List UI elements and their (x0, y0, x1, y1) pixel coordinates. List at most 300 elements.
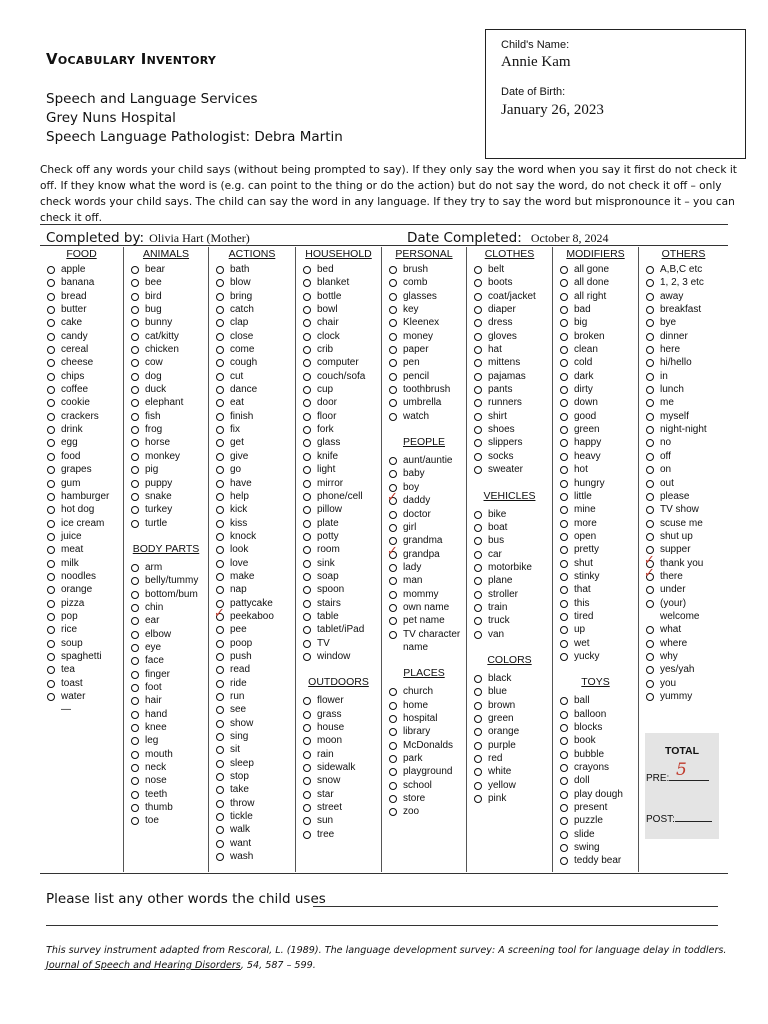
circle-checkbox-icon[interactable] (474, 551, 482, 559)
word-checkbox-item[interactable] (467, 574, 552, 587)
word-checkbox-item[interactable] (467, 423, 552, 436)
word-checkbox-item[interactable] (296, 570, 381, 583)
circle-checkbox-icon[interactable] (560, 697, 568, 705)
circle-checkbox-icon[interactable] (474, 604, 482, 612)
word-checkbox-item[interactable] (209, 543, 295, 556)
word-checkbox-item[interactable] (296, 721, 381, 734)
circle-checkbox-icon[interactable] (131, 751, 139, 759)
circle-checkbox-icon[interactable] (646, 293, 654, 301)
circle-checkbox-icon[interactable] (303, 293, 311, 301)
other-words-line-2[interactable] (46, 925, 718, 926)
circle-checkbox-icon[interactable] (474, 675, 482, 683)
circle-checkbox-icon[interactable] (47, 386, 55, 394)
word-checkbox-item[interactable] (40, 396, 123, 409)
circle-checkbox-icon[interactable] (216, 426, 224, 434)
word-checkbox-item[interactable] (40, 703, 123, 716)
circle-checkbox-icon[interactable] (303, 697, 311, 705)
word-checkbox-item[interactable] (40, 503, 123, 516)
word-checkbox-item[interactable] (296, 450, 381, 463)
circle-checkbox-icon[interactable] (474, 466, 482, 474)
circle-checkbox-icon[interactable] (560, 453, 568, 461)
word-checkbox-item[interactable] (467, 601, 552, 614)
circle-checkbox-icon[interactable] (474, 333, 482, 341)
circle-checkbox-icon[interactable] (646, 359, 654, 367)
circle-checkbox-icon[interactable] (560, 640, 568, 648)
circle-checkbox-icon[interactable] (560, 573, 568, 581)
word-checkbox-item[interactable] (124, 450, 208, 463)
word-checkbox-item[interactable] (382, 508, 466, 521)
word-checkbox-item[interactable] (209, 423, 295, 436)
word-checkbox-item[interactable] (639, 276, 728, 289)
word-checkbox-item[interactable] (639, 303, 728, 316)
word-checkbox-item[interactable] (124, 303, 208, 316)
word-checkbox-item[interactable] (382, 410, 466, 423)
word-checkbox-item[interactable] (40, 650, 123, 663)
word-checkbox-item[interactable] (639, 436, 728, 449)
word-checkbox-item[interactable] (467, 316, 552, 329)
circle-checkbox-icon[interactable] (560, 626, 568, 634)
word-checkbox-item[interactable] (553, 841, 638, 854)
word-checkbox-item[interactable] (382, 454, 466, 467)
word-checkbox-item[interactable] (40, 623, 123, 636)
circle-checkbox-icon[interactable] (216, 359, 224, 367)
word-checkbox-item[interactable] (553, 543, 638, 556)
circle-checkbox-icon[interactable] (646, 680, 654, 688)
word-checkbox-item[interactable] (40, 597, 123, 610)
word-checkbox-item[interactable] (639, 330, 728, 343)
circle-checkbox-icon[interactable] (560, 480, 568, 488)
word-checkbox-item[interactable] (209, 530, 295, 543)
circle-checkbox-icon[interactable] (131, 591, 139, 599)
circle-checkbox-icon[interactable] (560, 493, 568, 501)
word-checkbox-item[interactable] (639, 623, 728, 636)
circle-checkbox-icon[interactable] (474, 359, 482, 367)
circle-checkbox-icon[interactable] (216, 693, 224, 701)
word-checkbox-item[interactable] (296, 316, 381, 329)
word-checkbox-item[interactable] (209, 290, 295, 303)
word-checkbox-item[interactable] (639, 690, 728, 703)
word-checkbox-item[interactable] (296, 748, 381, 761)
circle-checkbox-icon[interactable] (560, 777, 568, 785)
circle-checkbox-icon[interactable] (560, 817, 568, 825)
word-checkbox-item[interactable] (40, 543, 123, 556)
word-checkbox-item[interactable] (296, 290, 381, 303)
circle-checkbox-icon[interactable] (560, 293, 568, 301)
circle-checkbox-icon[interactable] (131, 426, 139, 434)
word-checkbox-item[interactable] (40, 477, 123, 490)
circle-checkbox-icon[interactable] (389, 373, 397, 381)
dob-value[interactable]: January 26, 2023 (501, 102, 604, 118)
circle-checkbox-icon[interactable] (389, 279, 397, 287)
circle-checkbox-icon[interactable] (216, 373, 224, 381)
word-checkbox-item[interactable] (296, 463, 381, 476)
word-checkbox-item[interactable] (124, 423, 208, 436)
word-checkbox-item[interactable] (553, 436, 638, 449)
circle-checkbox-icon[interactable] (646, 653, 654, 661)
circle-checkbox-icon[interactable] (303, 520, 311, 528)
word-checkbox-item[interactable] (40, 450, 123, 463)
word-checkbox-item[interactable] (209, 717, 295, 730)
word-checkbox-item[interactable] (40, 463, 123, 476)
word-checkbox-item[interactable] (639, 356, 728, 369)
circle-checkbox-icon[interactable] (560, 346, 568, 354)
word-checkbox-item[interactable] (553, 396, 638, 409)
word-checkbox-item[interactable] (382, 699, 466, 712)
word-checkbox-item[interactable] (467, 765, 552, 778)
circle-checkbox-icon[interactable] (131, 293, 139, 301)
circle-checkbox-icon[interactable] (389, 359, 397, 367)
circle-checkbox-icon[interactable] (474, 702, 482, 710)
circle-checkbox-icon[interactable] (131, 644, 139, 652)
word-checkbox-item[interactable] (296, 583, 381, 596)
circle-checkbox-icon[interactable] (47, 333, 55, 341)
circle-checkbox-icon[interactable] (646, 626, 654, 634)
word-checkbox-item[interactable] (124, 641, 208, 654)
circle-checkbox-icon[interactable] (303, 613, 311, 621)
circle-checkbox-icon[interactable] (389, 742, 397, 750)
word-checkbox-item[interactable] (296, 396, 381, 409)
circle-checkbox-icon[interactable] (389, 524, 397, 532)
word-checkbox-item[interactable] (40, 436, 123, 449)
word-checkbox-item[interactable] (467, 383, 552, 396)
word-checkbox-item[interactable] (40, 583, 123, 596)
circle-checkbox-icon[interactable] (303, 600, 311, 608)
circle-checkbox-icon[interactable] (646, 426, 654, 434)
word-checkbox-item[interactable] (553, 801, 638, 814)
word-checkbox-item[interactable] (209, 783, 295, 796)
circle-checkbox-icon[interactable] (646, 266, 654, 274)
word-checkbox-item[interactable] (124, 694, 208, 707)
word-checkbox-item[interactable] (209, 637, 295, 650)
circle-checkbox-icon[interactable] (474, 577, 482, 585)
circle-checkbox-icon[interactable] (303, 506, 311, 514)
circle-checkbox-icon[interactable] (131, 386, 139, 394)
word-checkbox-item[interactable] (296, 303, 381, 316)
word-checkbox-item[interactable] (296, 543, 381, 556)
circle-checkbox-icon[interactable] (47, 573, 55, 581)
word-checkbox-item[interactable] (382, 712, 466, 725)
circle-checkbox-icon[interactable] (303, 764, 311, 772)
circle-checkbox-icon[interactable] (389, 768, 397, 776)
word-checkbox-item[interactable] (40, 330, 123, 343)
word-checkbox-item[interactable] (209, 316, 295, 329)
word-checkbox-item[interactable] (209, 570, 295, 583)
circle-checkbox-icon[interactable] (389, 808, 397, 816)
circle-checkbox-icon[interactable] (216, 399, 224, 407)
word-checkbox-item[interactable] (553, 263, 638, 276)
circle-checkbox-icon[interactable] (389, 470, 397, 478)
word-checkbox-item[interactable] (467, 396, 552, 409)
circle-checkbox-icon[interactable] (646, 279, 654, 287)
word-checkbox-item[interactable] (467, 303, 552, 316)
word-checkbox-item[interactable] (124, 503, 208, 516)
circle-checkbox-icon[interactable] (560, 804, 568, 812)
circle-checkbox-icon[interactable] (47, 426, 55, 434)
word-checkbox-item[interactable] (296, 597, 381, 610)
word-checkbox-item[interactable] (553, 583, 638, 596)
word-checkbox-item[interactable] (467, 725, 552, 738)
circle-checkbox-icon[interactable] (131, 764, 139, 772)
word-checkbox-item[interactable] (209, 557, 295, 570)
circle-checkbox-icon[interactable] (303, 373, 311, 381)
circle-checkbox-icon[interactable] (303, 386, 311, 394)
word-checkbox-item[interactable] (124, 561, 208, 574)
circle-checkbox-icon[interactable] (47, 693, 55, 701)
circle-checkbox-icon[interactable] (474, 439, 482, 447)
word-checkbox-item[interactable] (467, 436, 552, 449)
word-checkbox-item[interactable] (124, 343, 208, 356)
word-checkbox-item[interactable] (40, 290, 123, 303)
circle-checkbox-icon[interactable] (131, 617, 139, 625)
circle-checkbox-icon[interactable] (474, 524, 482, 532)
circle-checkbox-icon[interactable] (216, 466, 224, 474)
word-checkbox-item[interactable] (553, 788, 638, 801)
word-checkbox-item[interactable] (124, 330, 208, 343)
circle-checkbox-icon[interactable] (131, 266, 139, 274)
circle-checkbox-icon[interactable] (389, 755, 397, 763)
word-checkbox-item[interactable] (124, 477, 208, 490)
circle-checkbox-icon[interactable] (131, 520, 139, 528)
word-checkbox-item[interactable] (382, 396, 466, 409)
word-checkbox-item[interactable] (296, 734, 381, 747)
circle-checkbox-icon[interactable] (131, 346, 139, 354)
word-checkbox-item[interactable] (296, 610, 381, 623)
word-checkbox-item[interactable] (209, 663, 295, 676)
word-checkbox-item[interactable] (382, 383, 466, 396)
word-checkbox-item[interactable] (296, 410, 381, 423)
circle-checkbox-icon[interactable] (303, 359, 311, 367)
circle-checkbox-icon[interactable] (216, 506, 224, 514)
circle-checkbox-icon[interactable] (47, 439, 55, 447)
circle-checkbox-icon[interactable] (474, 511, 482, 519)
circle-checkbox-icon[interactable] (474, 386, 482, 394)
word-checkbox-item[interactable] (467, 712, 552, 725)
circle-checkbox-icon[interactable] (47, 680, 55, 688)
circle-checkbox-icon[interactable] (560, 560, 568, 568)
word-checkbox-item[interactable] (553, 290, 638, 303)
word-checkbox-item[interactable] (553, 356, 638, 369)
circle-checkbox-icon[interactable] (389, 333, 397, 341)
word-checkbox-item[interactable] (467, 263, 552, 276)
circle-checkbox-icon[interactable] (646, 586, 654, 594)
circle-checkbox-icon[interactable] (474, 688, 482, 696)
word-checkbox-item[interactable] (553, 650, 638, 663)
word-checkbox-item[interactable] (639, 650, 728, 663)
circle-checkbox-icon[interactable] (474, 728, 482, 736)
circle-checkbox-icon[interactable] (47, 560, 55, 568)
circle-checkbox-icon[interactable] (216, 773, 224, 781)
circle-checkbox-icon[interactable] (131, 817, 139, 825)
circle-checkbox-icon[interactable] (474, 453, 482, 461)
word-checkbox-item[interactable] (296, 557, 381, 570)
circle-checkbox-icon[interactable] (646, 600, 654, 608)
circle-checkbox-icon[interactable] (47, 613, 55, 621)
circle-checkbox-icon[interactable] (216, 546, 224, 554)
word-checkbox-item[interactable] (639, 383, 728, 396)
word-checkbox-item[interactable] (209, 770, 295, 783)
word-checkbox-item[interactable] (40, 570, 123, 583)
word-checkbox-item[interactable] (382, 276, 466, 289)
circle-checkbox-icon[interactable] (131, 373, 139, 381)
word-checkbox-item[interactable] (382, 316, 466, 329)
circle-checkbox-icon[interactable] (216, 346, 224, 354)
circle-checkbox-icon[interactable] (131, 697, 139, 705)
word-checkbox-item[interactable] (639, 463, 728, 476)
word-checkbox-item[interactable] (296, 637, 381, 650)
circle-checkbox-icon[interactable] (131, 657, 139, 665)
circle-checkbox-icon[interactable] (389, 577, 397, 585)
word-checkbox-item[interactable] (124, 383, 208, 396)
word-checkbox-item[interactable] (639, 477, 728, 490)
circle-checkbox-icon[interactable] (303, 319, 311, 327)
word-checkbox-item[interactable] (124, 276, 208, 289)
circle-checkbox-icon[interactable] (131, 413, 139, 421)
word-checkbox-item[interactable] (467, 739, 552, 752)
word-checkbox-item[interactable] (209, 503, 295, 516)
circle-checkbox-icon[interactable] (303, 399, 311, 407)
word-checkbox-item[interactable] (209, 730, 295, 743)
word-checkbox-item[interactable] (382, 263, 466, 276)
word-checkbox-item[interactable] (124, 801, 208, 814)
word-checkbox-item[interactable] (209, 330, 295, 343)
word-checkbox-item[interactable] (382, 490, 466, 507)
word-checkbox-item[interactable] (296, 436, 381, 449)
circle-checkbox-icon[interactable] (131, 777, 139, 785)
circle-checkbox-icon[interactable] (303, 831, 311, 839)
word-checkbox-item[interactable] (209, 450, 295, 463)
word-checkbox-item[interactable] (467, 290, 552, 303)
word-checkbox-item[interactable] (639, 316, 728, 329)
circle-checkbox-icon[interactable] (303, 653, 311, 661)
circle-checkbox-icon[interactable] (216, 733, 224, 741)
word-checkbox-item[interactable] (467, 463, 552, 476)
word-checkbox-item[interactable] (124, 316, 208, 329)
circle-checkbox-icon[interactable] (47, 626, 55, 634)
circle-checkbox-icon[interactable] (131, 359, 139, 367)
circle-checkbox-icon[interactable] (646, 693, 654, 701)
word-checkbox-item[interactable] (639, 410, 728, 423)
word-checkbox-item[interactable] (639, 677, 728, 690)
word-checkbox-item[interactable] (209, 303, 295, 316)
circle-checkbox-icon[interactable] (303, 560, 311, 568)
word-checkbox-item[interactable] (124, 668, 208, 681)
circle-checkbox-icon[interactable] (560, 764, 568, 772)
circle-checkbox-icon[interactable] (131, 604, 139, 612)
word-checkbox-item[interactable] (467, 410, 552, 423)
circle-checkbox-icon[interactable] (646, 373, 654, 381)
word-checkbox-item[interactable] (639, 583, 728, 596)
circle-checkbox-icon[interactable] (474, 537, 482, 545)
circle-checkbox-icon[interactable] (560, 613, 568, 621)
word-checkbox-item[interactable] (124, 396, 208, 409)
word-checkbox-item[interactable] (382, 303, 466, 316)
circle-checkbox-icon[interactable] (474, 742, 482, 750)
circle-checkbox-icon[interactable] (646, 453, 654, 461)
circle-checkbox-icon[interactable] (474, 591, 482, 599)
circle-checkbox-icon[interactable] (560, 546, 568, 554)
circle-checkbox-icon[interactable] (646, 666, 654, 674)
circle-checkbox-icon[interactable] (560, 737, 568, 745)
circle-checkbox-icon[interactable] (560, 266, 568, 274)
word-checkbox-item[interactable] (382, 356, 466, 369)
circle-checkbox-icon[interactable] (560, 506, 568, 514)
word-checkbox-item[interactable] (209, 583, 295, 596)
word-checkbox-item[interactable] (382, 370, 466, 383)
word-checkbox-item[interactable] (209, 837, 295, 850)
circle-checkbox-icon[interactable] (47, 533, 55, 541)
word-checkbox-item[interactable] (296, 814, 381, 827)
circle-checkbox-icon[interactable] (47, 413, 55, 421)
circle-checkbox-icon[interactable] (646, 399, 654, 407)
word-checkbox-item[interactable] (553, 748, 638, 761)
circle-checkbox-icon[interactable] (131, 711, 139, 719)
circle-checkbox-icon[interactable] (216, 840, 224, 848)
circle-checkbox-icon[interactable] (560, 279, 568, 287)
word-checkbox-item[interactable] (553, 694, 638, 707)
word-checkbox-item[interactable] (124, 708, 208, 721)
circle-checkbox-icon[interactable] (389, 782, 397, 790)
circle-checkbox-icon[interactable] (474, 293, 482, 301)
word-checkbox-item[interactable] (124, 628, 208, 641)
circle-checkbox-icon[interactable] (47, 293, 55, 301)
word-checkbox-item[interactable] (467, 508, 552, 521)
circle-checkbox-icon[interactable] (303, 533, 311, 541)
circle-checkbox-icon[interactable] (216, 853, 224, 861)
word-checkbox-item[interactable] (296, 343, 381, 356)
child-name-value[interactable]: Annie Kam (501, 54, 571, 70)
circle-checkbox-icon[interactable] (560, 306, 568, 314)
circle-checkbox-icon[interactable] (646, 533, 654, 541)
circle-checkbox-icon[interactable] (303, 817, 311, 825)
circle-checkbox-icon[interactable] (389, 604, 397, 612)
circle-checkbox-icon[interactable] (560, 333, 568, 341)
circle-checkbox-icon[interactable] (474, 346, 482, 354)
word-checkbox-item[interactable] (124, 761, 208, 774)
word-checkbox-item[interactable] (209, 605, 295, 623)
word-checkbox-item[interactable] (296, 383, 381, 396)
word-checkbox-item[interactable] (382, 543, 466, 561)
circle-checkbox-icon[interactable] (131, 737, 139, 745)
word-checkbox-item[interactable] (296, 330, 381, 343)
circle-checkbox-icon[interactable] (47, 279, 55, 287)
word-checkbox-item[interactable] (553, 854, 638, 867)
word-checkbox-item[interactable] (467, 330, 552, 343)
word-checkbox-item[interactable] (553, 637, 638, 650)
circle-checkbox-icon[interactable] (389, 413, 397, 421)
circle-checkbox-icon[interactable] (216, 333, 224, 341)
word-checkbox-item[interactable] (639, 370, 728, 383)
word-checkbox-item[interactable] (124, 436, 208, 449)
word-checkbox-item[interactable] (639, 263, 728, 276)
circle-checkbox-icon[interactable] (389, 266, 397, 274)
word-checkbox-item[interactable] (40, 490, 123, 503)
word-checkbox-item[interactable] (467, 792, 552, 805)
circle-checkbox-icon[interactable] (216, 746, 224, 754)
circle-checkbox-icon[interactable] (560, 724, 568, 732)
circle-checkbox-icon[interactable] (389, 702, 397, 710)
word-checkbox-item[interactable] (124, 814, 208, 827)
word-checkbox-item[interactable] (553, 383, 638, 396)
word-checkbox-item[interactable] (553, 530, 638, 543)
circle-checkbox-icon[interactable] (646, 306, 654, 314)
circle-checkbox-icon[interactable] (474, 413, 482, 421)
word-checkbox-item[interactable] (124, 490, 208, 503)
circle-checkbox-icon[interactable] (47, 480, 55, 488)
circle-checkbox-icon[interactable] (389, 795, 397, 803)
circle-checkbox-icon[interactable] (474, 564, 482, 572)
circle-checkbox-icon[interactable] (303, 333, 311, 341)
word-checkbox-item[interactable] (40, 517, 123, 530)
